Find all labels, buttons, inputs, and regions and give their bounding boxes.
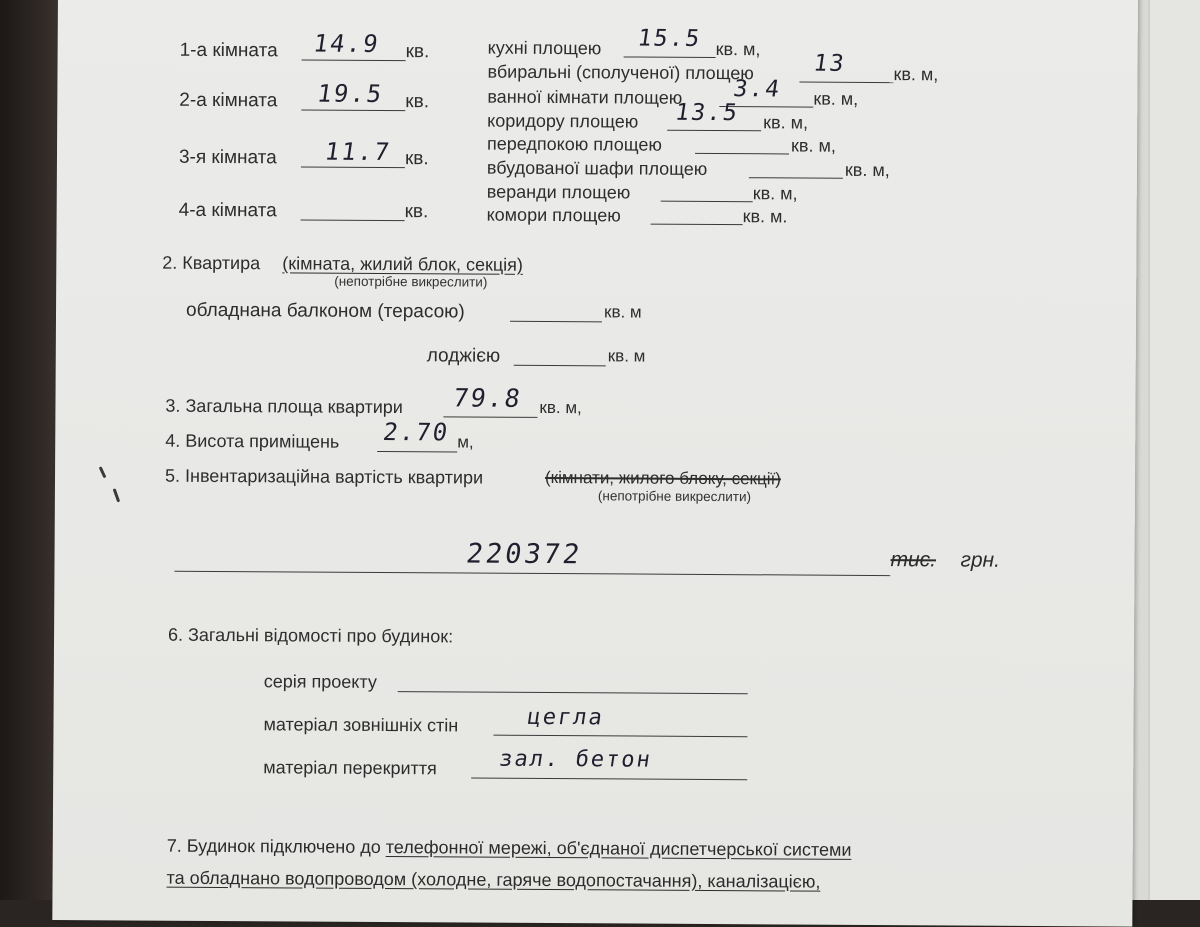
total-area-line [443, 416, 537, 418]
total-area-unit: кв. м, [539, 397, 582, 418]
inventory-value-line [174, 571, 890, 576]
wall-material-line [493, 735, 747, 738]
desk-background [0, 0, 60, 900]
margin-mark [113, 488, 121, 502]
area-value-line [799, 82, 893, 84]
area-unit: кв. м, [893, 64, 939, 85]
room-height-label: 4. Висота приміщень [165, 430, 340, 452]
section-2-options: (кімната, жилий блок, секція) [282, 253, 523, 275]
inventory-value-note: (непотрібне викреслити) [597, 488, 752, 505]
floor-material-line [471, 778, 747, 781]
project-series-label: серія проекту [263, 671, 377, 692]
section-7-line-2 [167, 868, 821, 893]
area-label: вбудованої шафи площею [486, 157, 708, 179]
section-6-title: 6. Загальні відомості про будинок: [168, 624, 454, 647]
area-value-line [661, 201, 753, 203]
section-7-link-1: телефонної мережі, об'єднаної диспетчерської системи [385, 837, 852, 860]
total-area-label: 3. Загальна площа квартири [165, 395, 403, 418]
area-unit: кв. м. [742, 206, 788, 227]
room-unit: кв. [405, 41, 430, 63]
room-value: 11.7 [322, 137, 393, 167]
area-value: 3.4 [731, 76, 783, 103]
room-unit: кв. [404, 201, 429, 223]
inventory-unit: грн. [960, 548, 1001, 572]
room-unit: кв. [404, 148, 429, 170]
margin-mark [99, 466, 107, 478]
loggia-unit: кв. м [607, 346, 646, 366]
balcony-unit: кв. м [603, 302, 642, 322]
area-unit: кв. м, [813, 88, 859, 109]
area-value: 15.5 [635, 25, 704, 52]
inventory-value-label: 5. Інвентаризаційна вартість квартири [164, 465, 484, 488]
area-unit: кв. м, [763, 112, 809, 133]
room-value-line [301, 166, 405, 168]
room-label: 1-а кімната [179, 39, 278, 62]
room-value: 19.5 [315, 79, 386, 108]
room-unit: кв. [405, 91, 430, 113]
wall-material-label: матеріал зовнішніх стін [263, 714, 459, 736]
area-unit: кв. м, [791, 135, 836, 156]
inventory-value: 220372 [464, 538, 585, 571]
balcony-label: обладнана балконом (терасою) [185, 299, 465, 323]
total-area-value: 79.8 [451, 383, 524, 413]
wall-material-value: цегла [525, 704, 606, 731]
section-7-link-2: та обладнано водопроводом (холодне, гаряче водопостачання), каналізацією, [166, 867, 821, 892]
area-label: ванної кімнати площею [487, 86, 683, 108]
room-value: 14.9 [311, 29, 382, 58]
area-unit: кв. м, [715, 39, 761, 60]
loggia-value-line [514, 365, 606, 367]
area-value-line [667, 130, 761, 132]
room-value-line [302, 59, 406, 61]
area-value-line [749, 177, 843, 179]
project-series-line [398, 691, 748, 694]
section-7-prefix: 7. Будинок підключено до [166, 835, 386, 858]
balcony-value-line [510, 321, 602, 323]
area-value: 13.5 [673, 99, 741, 127]
area-label: вбиральні (сполученої) площею [487, 61, 754, 84]
room-value-line [301, 219, 405, 221]
area-value-line [695, 153, 789, 155]
room-height-line [377, 451, 457, 452]
floor-material-value: зал. бетон [497, 746, 654, 773]
area-label: кухні площею [487, 37, 602, 59]
section-7-line-1 [167, 836, 852, 861]
area-label: коридору площею [487, 110, 639, 132]
floor-material-label: матеріал перекриття [263, 757, 437, 779]
room-label: 3-я кімната [178, 146, 277, 169]
loggia-label: лоджією [426, 345, 501, 367]
section-2-note: (непотрібне викреслити) [334, 273, 488, 290]
area-label: веранди площею [486, 181, 631, 203]
area-unit: кв. м, [844, 159, 890, 181]
area-label: комори площею [486, 204, 621, 226]
area-value-line [624, 56, 716, 58]
area-label: передпокою площею [487, 133, 662, 155]
room-label: 2-а кімната [179, 89, 278, 112]
section-2-title: 2. Квартира [162, 252, 261, 274]
room-label: 4-а кімната [178, 199, 277, 222]
area-unit: кв. м, [752, 183, 798, 204]
room-height-unit: м, [457, 432, 474, 452]
room-height-value: 2.70 [381, 418, 452, 447]
document-page [52, 0, 1138, 927]
area-value-line [651, 224, 743, 226]
inventory-unit-struck: тис. [890, 548, 937, 572]
area-value: 13 [811, 50, 848, 77]
room-value-line [301, 109, 405, 111]
inventory-value-options: (кімнати, жилого блоку, секції) [544, 467, 781, 489]
background-sheet-edge [1148, 0, 1200, 900]
